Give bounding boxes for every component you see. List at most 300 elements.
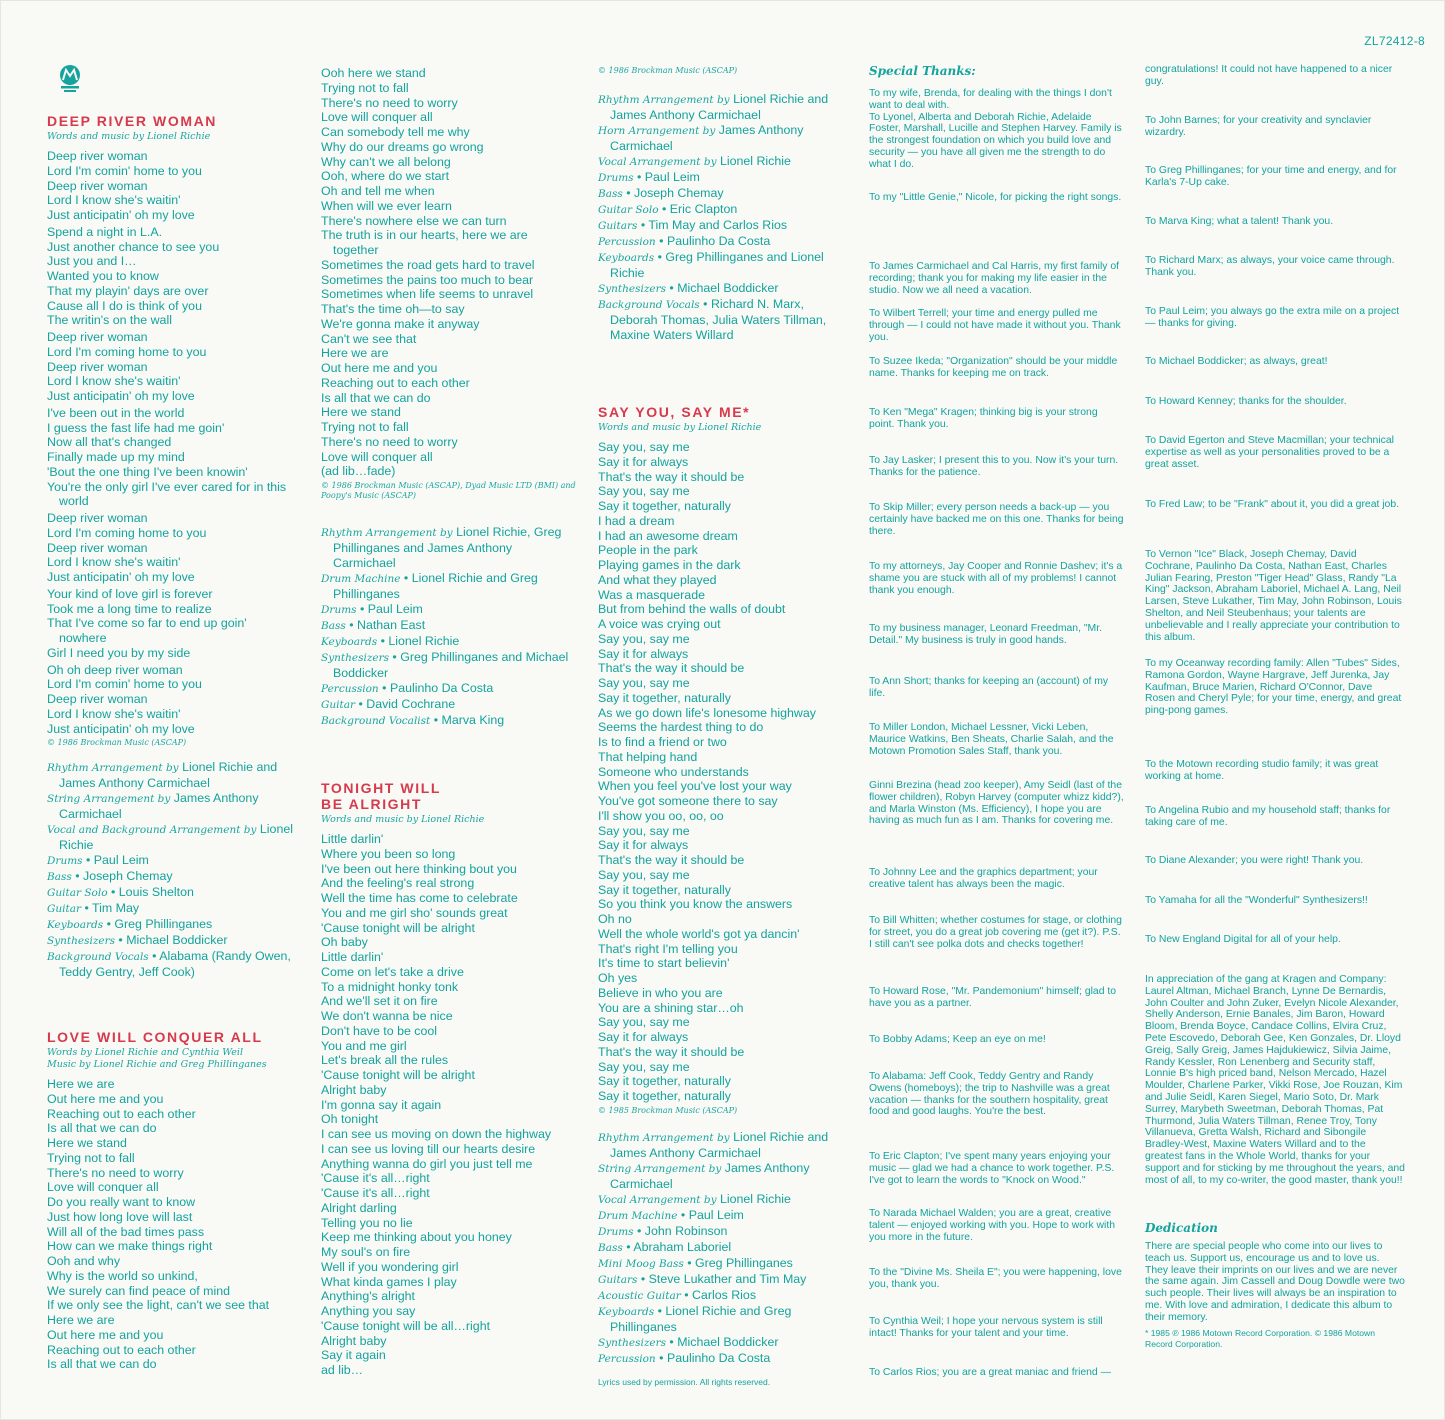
credit-role: String Arrangement by	[598, 1162, 722, 1175]
lyric-line: There's nowhere else we can turn	[321, 213, 507, 228]
thanks-entry: To Howard Kenney; thanks for the shoulder.	[1145, 396, 1347, 407]
lyric-line: Just another chance to see you	[47, 239, 220, 254]
lyric-line: You're the only girl I've ever cared for in this world	[47, 479, 287, 509]
credit-role: Bass	[598, 188, 623, 200]
credit-name: Tim May and Carlos Rios	[648, 218, 788, 232]
lyric-line: That's the way it should be	[598, 853, 745, 867]
lyric-line: Love will conquer all	[321, 110, 433, 125]
credit-row	[598, 1256, 848, 1272]
lyric-line: Reaching out to each other	[47, 1342, 196, 1357]
lyric-line: Will all of the bad times pass	[47, 1224, 205, 1239]
lyric-line: Well the time has come to celebrate	[321, 891, 518, 905]
credit-separator: •	[107, 885, 119, 900]
credit-role: Vocal Arrangement by	[598, 1193, 717, 1206]
credit-name: Lionel Richie	[59, 822, 293, 853]
song-title: DEEP RIVER WOMAN	[47, 113, 218, 129]
lyric-line: I had an awesome dream	[598, 528, 738, 543]
lyric-line: Someone who understands	[598, 764, 749, 779]
credit-role: Rhythm Arrangement by	[321, 527, 453, 539]
credit-role: Keyboards	[598, 252, 655, 264]
credit-separator: •	[633, 1223, 645, 1238]
credit-name: Greg Phillinganes and Lionel Richie	[610, 250, 824, 280]
lyric-line: Now all that's changed	[47, 435, 172, 450]
credit-separator: •	[377, 634, 389, 648]
lyric-line: Lord I'm coming home to you	[47, 525, 207, 540]
credit-role: Guitars	[598, 220, 638, 232]
lyric-line: Here we are	[321, 346, 389, 361]
credit-row	[321, 681, 576, 697]
lyric-line: Sometimes the pains too much to bear	[321, 272, 534, 287]
lyric-line: Say you, say me	[598, 1059, 690, 1074]
song-love-will-conquer-all	[47, 1029, 297, 1372]
thanks-entry: congratulations! It could not have happened to a nicer guy.	[1145, 64, 1393, 87]
lyric-line: Lord I'm comin' home to you	[47, 677, 202, 692]
lyric-line: Out here me and you	[321, 361, 438, 375]
lyric-line: Say it for always	[598, 838, 689, 853]
song-deep-river-woman	[47, 113, 297, 980]
lyric-line: Well if you wondering girl	[321, 1259, 459, 1274]
lyric-line: Say it together, naturally	[598, 882, 731, 897]
song-credit: Words and music by Lionel Richie	[598, 422, 762, 433]
credit-row	[598, 1288, 848, 1304]
credit-role: Drums	[321, 604, 357, 616]
musician-credits	[598, 1130, 848, 1367]
lyric-line: Anything you say	[321, 1304, 416, 1318]
credit-role: Drum Machine	[321, 573, 401, 585]
musician-credits	[598, 92, 848, 343]
lyric-line: Out here me and you	[47, 1091, 164, 1106]
credit-role: Keyboards	[47, 919, 104, 932]
lyric-line: So you think you know the answers	[598, 897, 793, 912]
credit-row	[598, 1240, 848, 1256]
lyric-line: You are a shining star…oh	[598, 1000, 744, 1015]
credit-separator: •	[665, 281, 678, 295]
credit-row	[321, 618, 576, 634]
credit-row	[321, 697, 576, 713]
thanks-entry: To James Carmichael and Cal Harris, my first family of recording; thank you for making my life easier in the studio. Now we all need a vacation.	[869, 261, 1120, 296]
credit-name: David Cochrane	[366, 697, 456, 711]
credit-name: Carlos Rios	[691, 1287, 757, 1302]
musician-credits	[47, 760, 297, 980]
credit-separator: •	[103, 917, 115, 932]
credit-role: Background Vocalist	[321, 715, 431, 727]
credit-separator: •	[148, 949, 160, 964]
credit-row	[598, 281, 848, 297]
credit-separator: •	[388, 650, 401, 664]
lyric-line: Ooh here we stand	[321, 66, 426, 80]
credit-row	[598, 170, 848, 186]
lyric-line: We surely can find peace of mind	[47, 1283, 230, 1298]
credit-separator: •	[655, 234, 667, 248]
credit-name: Paul Leim	[93, 853, 149, 868]
credit-role: Synthesizers	[47, 935, 115, 948]
credit-name: Lionel Richie and James Anthony Carmichael	[610, 1129, 829, 1160]
credit-separator: •	[355, 697, 367, 711]
song-title: TONIGHT WILL	[321, 780, 442, 796]
lyric-line: That's the way it should be	[598, 661, 745, 676]
lyric-line: Say it for always	[598, 646, 689, 661]
credit-row	[598, 234, 848, 250]
thanks-entry: To Michael Boddicker; as always, great!	[1145, 356, 1328, 367]
credit-row	[47, 933, 297, 949]
credit-separator: •	[637, 1271, 649, 1286]
lyric-line: Trying not to fall	[321, 420, 409, 434]
credit-role: Background Vocals	[598, 299, 700, 311]
lyric-line: It's time to start believin'	[598, 956, 730, 971]
credit-role: Horn Arrangement by	[598, 125, 716, 137]
lyric-line: Say you, say me	[598, 676, 690, 690]
credit-row	[598, 218, 848, 234]
lyric-line: Say it again	[321, 1348, 386, 1363]
credit-role: Bass	[598, 1241, 623, 1254]
lyric-line: Oh and tell me when	[321, 184, 435, 198]
lyric-line: Telling you no lie	[321, 1215, 413, 1230]
credit-name: Joseph Chemay	[83, 869, 173, 884]
lyric-line: Seems the hardest thing to do	[598, 720, 764, 735]
credit-separator: •	[654, 250, 666, 264]
credit-separator: •	[665, 1334, 678, 1349]
credit-role: Percussion	[321, 683, 379, 695]
credit-separator: •	[699, 297, 711, 311]
credit-row	[598, 1351, 848, 1367]
lyric-line: Your kind of love girl is forever	[47, 586, 213, 601]
lyric-line: 'Cause it's all…right	[321, 1186, 430, 1200]
credit-name: Eric Clapton	[669, 202, 738, 216]
credit-separator: •	[658, 202, 670, 216]
thanks-entry: To Diane Alexander; you were right! Thank you.	[1145, 855, 1364, 866]
lyric-line: Say it for always	[598, 454, 689, 469]
credit-separator: •	[683, 1255, 696, 1270]
thanks-entry: To Fred Law; to be "Frank" about it, you did a great job.	[1145, 499, 1400, 510]
song-title: BE ALRIGHT	[321, 796, 423, 812]
lyric-line: You've got someone there to say	[598, 794, 778, 808]
credit-name: Lionel Richie	[719, 154, 791, 168]
credit-separator: •	[345, 618, 357, 632]
credit-row	[47, 949, 297, 980]
thanks-entry: To Miller London, Michael Lessner, Vicki Leben, Maurice Watkins, Ben Sheats, Charlie Salah, and the Motown Promotion Sales Staff, thank you.	[869, 722, 1114, 757]
credit-name: Lionel Richie and James Anthony Carmichael	[59, 760, 278, 791]
credit-role: Guitar Solo	[598, 204, 659, 216]
lyric-line: Sometimes the road gets hard to travel	[321, 257, 535, 272]
lyric-line: Say it together, naturally	[598, 690, 731, 705]
thanks-entry: To Paul Leim; you always go the extra mile on a project — thanks for giving.	[1145, 306, 1400, 329]
lyric-line: Ooh, where do we start	[321, 169, 450, 184]
lyric-line: The writin's on the wall	[47, 313, 172, 328]
credit-row	[598, 1192, 848, 1208]
credit-row	[598, 1335, 848, 1351]
thanks-entry: To Angelina Rubio and my household staff; thanks for taking care of me.	[1145, 805, 1391, 828]
lyric-line: 'Cause tonight will be alright	[321, 1068, 475, 1082]
lyric-line: That's the way it should be	[598, 469, 745, 484]
thanks-entry: To Marva King; what a talent! Thank you.	[1145, 216, 1334, 227]
dedication-block	[1145, 1221, 1405, 1350]
lyric-line: Trying not to fall	[47, 1150, 135, 1165]
lyric-line: When will we ever learn	[321, 198, 452, 213]
credit-row	[598, 250, 848, 281]
credit-row	[321, 571, 576, 602]
lyric-line: And the feeling's real strong	[321, 876, 475, 891]
lyric-line: Oh baby	[321, 935, 368, 950]
lyric-line: We're gonna make it anyway	[321, 316, 480, 331]
credit-name: Michael Boddicker	[677, 1334, 779, 1349]
lyric-line: Just anticipatin' oh my love	[47, 570, 195, 584]
lyric-line: You and me girl	[321, 1038, 407, 1053]
lyric-line: Why can't we all belong	[321, 154, 451, 169]
credit-name: Richard N. Marx, Deborah Thomas, Julia Waters Tillman, Maxine Waters Willard	[610, 297, 827, 342]
song-title: LOVE WILL CONQUER ALL	[47, 1029, 263, 1045]
thanks-entry: To Skip Miller; every person needs a back-up — you certainly have backed me on this one. Thanks for being there.	[869, 502, 1124, 537]
credit-separator: •	[622, 1239, 634, 1254]
credit-role: Background Vocals	[47, 951, 149, 964]
thanks-entry: To Jay Lasker; I present this to you. Now it's your turn. Thanks for the patience.	[869, 455, 1119, 478]
lyric-line: That my playin' days are over	[47, 283, 209, 298]
credit-separator: •	[82, 853, 94, 868]
credit-name: Nathan East	[357, 618, 426, 632]
lyric-line: Deep river woman	[47, 692, 148, 706]
lyric-line: Believe in who you are	[598, 985, 723, 1000]
lyric-line: Lord I'm comin' home to you	[47, 163, 202, 178]
credit-separator: •	[637, 218, 649, 232]
credit-separator: •	[81, 901, 93, 916]
credit-role: Synthesizers	[598, 1336, 666, 1349]
lyric-line: Lord I'm coming home to you	[47, 344, 207, 359]
lyric-line: Don't have to be cool	[321, 1023, 438, 1038]
lyric-line: Say you, say me	[598, 823, 690, 838]
credit-separator: •	[114, 933, 127, 948]
lyric-line: Was a masquerade	[598, 587, 705, 602]
credit-name: Joseph Chemay	[634, 186, 724, 200]
credit-separator: •	[378, 681, 390, 695]
credit-role: Rhythm Arrangement by	[598, 94, 730, 106]
credit-role: Acoustic Guitar	[598, 1289, 681, 1302]
credit-name: Paulinho Da Costa	[666, 234, 771, 248]
thanks-entry: To Ann Short; thanks for keeping an (account) of my life.	[869, 676, 1109, 699]
lyric-line: Lord I know she's waitin'	[47, 706, 181, 721]
lyric-line: Oh tonight	[321, 1112, 379, 1127]
credit-role: Guitar	[321, 699, 356, 711]
lyric-line: Come on let's take a drive	[321, 964, 464, 979]
credit-row	[598, 186, 848, 202]
credit-row	[321, 650, 576, 681]
lyric-line: Just how long love will last	[47, 1209, 193, 1224]
lyric-line: Deep river woman	[47, 178, 148, 193]
lyric-line: Here we stand	[321, 405, 401, 420]
credit-role: Rhythm Arrangement by	[598, 1131, 730, 1144]
lyric-line: Reaching out to each other	[321, 375, 470, 390]
lyric-line: Lord I know she's waitin'	[47, 374, 181, 389]
thanks-entry: To the Motown recording studio family; it was great working at home.	[1145, 759, 1379, 782]
thanks-entry: To David Egerton and Steve Macmillan; your technical expertise as well as your personalities proved to be a great asset.	[1145, 435, 1394, 470]
credit-role: String Arrangement by	[47, 793, 171, 806]
lyric-line: What kinda games I play	[321, 1274, 457, 1289]
credit-name: Abraham Laboriel	[633, 1239, 732, 1254]
lyric-line: You and me girl sho' sounds great	[321, 905, 508, 920]
lyric-line: That's the time oh—to say	[321, 302, 465, 316]
credit-name: Lionel Richie	[388, 634, 460, 648]
lyric-line: 'Cause tonight will be alright	[321, 920, 475, 935]
lyric-line: Say it together, naturally	[598, 1074, 731, 1089]
credit-row	[321, 634, 576, 650]
credit-row	[47, 917, 297, 933]
lyric-line: Lord I know she's waitin'	[47, 555, 181, 570]
credit-role: Synthesizers	[321, 652, 389, 664]
credit-row	[598, 123, 848, 154]
lyrics	[321, 832, 576, 1378]
song-love-will-continued	[321, 66, 576, 729]
lyric-line: Is all that we can do	[47, 1121, 157, 1136]
lyric-line: Oh no	[598, 912, 632, 926]
credit-role: Drums	[598, 172, 634, 184]
lyric-line: Oh yes	[598, 971, 638, 985]
lyric-line: I guess the fast life had me goin'	[47, 420, 225, 435]
credit-separator: •	[430, 713, 442, 727]
thanks-entry: To Bobby Adams; Keep an eye on me!	[869, 1034, 1046, 1045]
credit-role: Synthesizers	[598, 283, 666, 295]
credit-row	[598, 92, 848, 123]
credit-name: James Anthony Carmichael	[610, 123, 804, 153]
credit-row	[47, 853, 297, 869]
credit-row	[598, 1208, 848, 1224]
special-thanks-heading: Special Thanks:	[869, 64, 976, 78]
lyrics	[598, 440, 848, 1104]
lyric-line: Alright baby	[321, 1082, 387, 1097]
thanks-entry: To my Oceanway recording family: Allen "Tubes" Sides, Ramona Gordon, Wayne Hargrave, Jeff Jurenka, Jay Kaufman, Bruce Marien, Richard O'Connor, Dave Rosen and Cheryl Pyle; for your time, energy, and great ping-pong games.	[1145, 658, 1402, 717]
credit-separator: •	[71, 869, 83, 884]
credit-separator: •	[400, 571, 412, 585]
lyric-line: Girl I need you by my side	[47, 645, 191, 660]
lyric-line: When you feel you've lost your way	[598, 779, 792, 794]
lyric-line: Spend a night in L.A.	[47, 224, 163, 239]
lyric-line: Just anticipatin' oh my love	[47, 389, 195, 403]
credit-name: Lionel Richie	[719, 1191, 791, 1206]
lyrics	[47, 149, 297, 736]
credit-row	[598, 202, 848, 218]
thanks-entry: Ginni Brezina (head zoo keeper), Amy Seidl (last of the flower children), Robyn Harvey (computer whizz kidd?), and Marla Winston (Ms. Efficiency), I hope you are having as much fun as I am. Thanks for covering me.	[869, 780, 1124, 827]
thanks-entry: To my attorneys, Jay Cooper and Ronnie Dashev; it's a shame you are stuck with all of my problems! I cannot thank you enough.	[869, 561, 1123, 596]
copyright-footer: * 1985 ℗ 1986 Motown Record Corporation. © 1986 Motown Record Corporation.	[1145, 1327, 1376, 1349]
lyric-line: Took me a long time to realize	[47, 601, 212, 616]
credit-row	[47, 791, 297, 822]
credit-separator: •	[680, 1287, 692, 1302]
dedication-heading: Dedication	[1145, 1221, 1218, 1235]
credit-role: Rhythm Arrangement by	[47, 762, 179, 775]
lyric-line: Can somebody tell me why	[321, 125, 470, 139]
credit-name: Paulinho Da Costa	[666, 1350, 771, 1365]
lyric-line: Say it for always	[598, 1030, 689, 1044]
lyric-line: Is to find a friend or two	[598, 735, 727, 749]
lyric-line: But from behind the walls of doubt	[598, 602, 786, 617]
credit-role: Mini Moog Bass	[598, 1257, 684, 1270]
credit-role: Percussion	[598, 236, 656, 248]
lyric-line: Deep river woman	[47, 540, 148, 555]
credit-role: Keyboards	[598, 1305, 655, 1318]
lyric-line: Keep me thinking about you honey	[321, 1230, 512, 1245]
lyric-line: Anything's alright	[321, 1289, 415, 1304]
song-title: SAY YOU, SAY ME*	[598, 404, 751, 420]
lyric-line: Out here me and you	[47, 1327, 164, 1342]
lyric-line: Cause all I do is think of you	[47, 298, 202, 313]
dedication-text: There are special people who come into our lives to teach us. Support us, encourage us and to love us. They leave their imprints on our lives and we are never the same again. Jim Cassell and Doug Dowdle were two such people. Their lives will always be an inspiration to me. With love and admiration, I dedicate this album to their memory.	[1145, 1241, 1405, 1323]
lyric-line: Just anticipatin' oh my love	[47, 721, 195, 736]
lyric-line: Say you, say me	[598, 867, 690, 882]
credit-name: Lionel Richie and Greg Phillinganes	[333, 571, 538, 601]
credit-row	[47, 885, 297, 901]
lyric-line: Playing games in the dark	[598, 558, 741, 572]
thanks-entry: To Richard Marx; as always, your voice came through. Thank you.	[1145, 255, 1395, 278]
lyric-line: Trying not to fall	[321, 80, 409, 95]
credit-name: Paul Leim	[688, 1207, 744, 1222]
credit-row	[598, 1130, 848, 1161]
lyric-line: Alright darling	[321, 1200, 397, 1215]
lyric-line: That helping hand	[598, 749, 698, 764]
credit-role: Vocal Arrangement by	[598, 156, 717, 168]
credit-separator: •	[655, 1350, 667, 1365]
lyric-line: Let's break all the rules	[321, 1053, 449, 1068]
lyric-line: Love will conquer all	[47, 1180, 159, 1195]
lyric-line: A voice was crying out	[598, 617, 721, 631]
credit-row	[321, 602, 576, 618]
thanks-entry: In appreciation of the gang at Kragen and Company: Laurel Altman, Michael Branch, Lynne De Bernardis, John Coulter and John Zuker, Evelyn Nicole Alexander, Shelly Anderson, Ernie Banales, Jim Baron, Howard Bloom, Brenda Boyce, Candace Collins, Elvira Cruz, Pete Escovedo, Deborah Gee, Ken Gonzales, Dr. Lloyd Greig, Sally Greig, James Hajdukiewicz, Silvia Jaime, Randy Kessler, Ron Lenenberg and Security staff, Lonnie B's high priced band, Nelson Mercado, Hazel Moulder, Charlene Parker, Vikki Rose, Joe Rouzan, Kim and Julie Seidl, Karen Siegel, Mario Soto, Dr. Mark Surrey, Marybeth Sweetman, Deborah Thomas, Pat Thurmond, Julia Waters Tillman, Renee Troy, Tony Villanueva, Gretta Walsh, Richard and Sibongile Bradley-West, Maxine Waters Willard and to the greatest fans in the Whole World, thanks for your support and for sticking by me throughout the years, and most of all, to my co-writer, the good master, thank you!!	[1145, 974, 1405, 1186]
credit-role: Percussion	[598, 1352, 656, 1365]
credit-role: Bass	[321, 620, 346, 632]
lyric-line: Reaching out to each other	[47, 1106, 196, 1121]
credit-name: Lionel Richie and Greg Phillinganes	[610, 1303, 792, 1334]
lyrics	[321, 66, 576, 479]
lyric-line: I've been out here thinking bout you	[321, 861, 517, 876]
credit-role: Guitars	[598, 1273, 638, 1286]
lyric-line: Say you, say me	[598, 440, 690, 454]
thanks-entry: To Yamaha for all the "Wonderful" Synthesizers!!	[1145, 895, 1368, 906]
lyric-line: Say you, say me	[598, 631, 690, 646]
credit-row	[598, 1272, 848, 1288]
song-credit: Words and music by Lionel Richie	[47, 131, 211, 142]
permission-note: Lyrics used by permission. All rights reserved.	[598, 1376, 771, 1387]
credit-role: Keyboards	[321, 636, 378, 648]
lyric-line: ad lib…	[321, 1363, 364, 1377]
thanks-entry: To Suzee Ikeda; "Organization" should be your middle name. Thanks for keeping me on track.	[869, 356, 1118, 379]
lyric-line: There's no need to worry	[47, 1165, 184, 1180]
lyric-line: Deep river woman	[47, 330, 148, 344]
motown-m-logo-icon	[58, 64, 82, 94]
lyric-line: Say you, say me	[598, 1015, 690, 1030]
credit-name: Steve Lukather and Tim May	[648, 1271, 807, 1286]
credit-row	[47, 822, 297, 853]
lyric-line: I had a dream	[598, 513, 675, 528]
lyric-line: How can we make things right	[47, 1239, 213, 1254]
thanks-entry: To Ken "Mega" Kragen; thinking big is your strong point. Thank you.	[869, 407, 1098, 430]
lyric-line: That's right I'm telling you	[598, 941, 738, 956]
lyric-line: Here we stand	[47, 1136, 127, 1150]
lyric-line: Say it together, naturally	[598, 499, 731, 513]
lyric-line: Where you been so long	[321, 846, 456, 861]
column-4	[869, 64, 1124, 1378]
musician-credits	[321, 525, 576, 729]
credit-name: James Anthony Carmichael	[610, 1160, 810, 1191]
lyric-line: Finally made up my mind	[47, 450, 185, 464]
song-credit-line: Music by Lionel Richie and Greg Phillinganes	[47, 1059, 267, 1070]
lyric-line: Little darlin'	[321, 832, 384, 846]
credit-separator: •	[677, 1207, 689, 1222]
lyric-line: Deep river woman	[47, 359, 148, 374]
lyric-line: There's no need to worry	[321, 434, 458, 449]
credit-row	[598, 154, 848, 170]
song-say-you-say-me	[598, 404, 848, 1387]
lyrics	[47, 1077, 297, 1372]
lyric-line: 'Cause it's all…right	[321, 1171, 430, 1186]
thanks-entry: To Greg Phillinganes; for your time and energy, and for Karla's 7-Up cake.	[1145, 165, 1397, 188]
lyric-line: That I've come so far to end up goin' nowhere	[47, 616, 247, 645]
credit-name: Greg Phillinganes	[695, 1255, 793, 1270]
